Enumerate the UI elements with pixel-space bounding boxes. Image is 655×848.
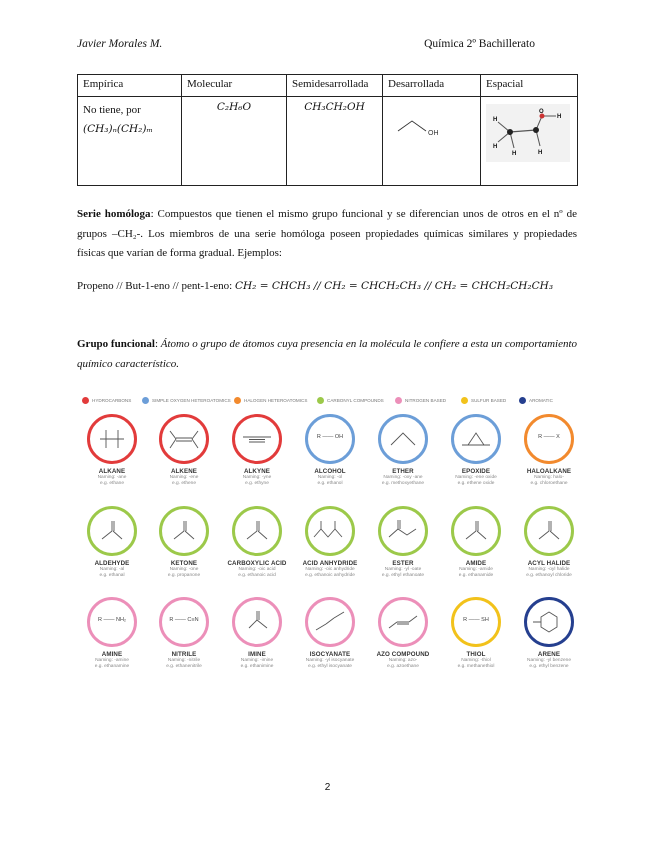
functional-group-example: e.g. chloroethane (530, 480, 568, 486)
functional-group-card (148, 414, 220, 486)
serie-homologa-text: : Compuestos que tienen el mismo grupo funcional y se diferencian unos de otros en el nº de grupos –CH₂-. Los miembros de una serie homóloga poseen propiedades químicas similares y propiedades físicas que varían de forma gradual. Ejemplos: (77, 208, 577, 259)
functional-group-card (513, 597, 585, 669)
functional-group-structure-icon (159, 597, 209, 647)
functional-group-name: ALKENE (170, 468, 198, 475)
functional-group-legend (82, 397, 572, 409)
functional-group-structure-icon (451, 597, 501, 647)
functional-group-card (148, 597, 220, 669)
legend-label: SULFUR BASED (471, 398, 507, 403)
functional-group-card (76, 414, 148, 486)
page-number: 2 (324, 782, 331, 793)
functional-groups-grid (76, 414, 578, 682)
functional-group-naming: Naming: -oic acid (238, 567, 276, 572)
functional-group-example: e.g. ethanimine (240, 663, 274, 669)
functional-group-structure-icon (524, 506, 574, 556)
functional-group-structure-icon (87, 597, 137, 647)
legend-dot (461, 397, 468, 404)
functional-group-card (367, 414, 439, 486)
functional-group-card (440, 506, 512, 578)
functional-group-example: e.g. ethanoic acid (238, 572, 276, 578)
functional-group-naming: Naming: -al (99, 567, 125, 572)
col-empirica: Empírica (78, 75, 182, 97)
functional-group-example: e.g. ethyl ethanoate (381, 572, 425, 578)
functional-group-card (367, 506, 439, 578)
legend-item (395, 397, 446, 404)
functional-group-card (76, 506, 148, 578)
functional-group-example: e.g. ethanamine (94, 663, 130, 669)
functional-group-name: ACID ANHYDRIDE (302, 560, 358, 567)
functional-group-structure-icon (305, 597, 355, 647)
functional-group-example: e.g. ethene oxide (457, 480, 495, 486)
functional-group-name: ACYL HALIDE (527, 560, 571, 567)
functional-group-name: HALOALKANE (526, 468, 572, 475)
functional-group-example: e.g. ethanoic anhydride (305, 572, 355, 578)
header-course: Química 2º Bachillerato (424, 38, 535, 50)
3d-model-ethanol (486, 104, 570, 162)
functional-group-structure-icon (232, 597, 282, 647)
functional-group-name: NITRILE (171, 651, 197, 658)
functional-group-example: e.g. ethanal (99, 572, 125, 578)
functional-group-structure-icon (378, 506, 428, 556)
functional-group-structure-icon (524, 597, 574, 647)
legend-dot (142, 397, 149, 404)
table-header-row (78, 75, 578, 97)
functional-group-card (440, 414, 512, 486)
functional-group-name: ALDEHYDE (94, 560, 130, 567)
functional-group-structure-icon (524, 414, 574, 464)
functional-group-example: e.g. ethanamide (458, 572, 494, 578)
structure-text: R —— C≡N (169, 617, 199, 623)
functional-group-naming: Naming: azo- (388, 658, 418, 663)
empirica-formula: (CH₃)ₙ(CH₂)ₘ (83, 123, 153, 135)
functional-group-naming: Naming: -yne (242, 475, 272, 480)
functional-group-name: KETONE (170, 560, 198, 567)
functional-group-example: e.g. ethanoyl chloride (526, 572, 572, 578)
serie-examples (77, 277, 577, 297)
legend-item (234, 397, 307, 404)
legend-dot (234, 397, 241, 404)
functional-group-structure-icon (159, 506, 209, 556)
functional-group-name: AZO COMPOUND (376, 651, 430, 658)
legend-label: NITROGEN BASED (405, 398, 447, 403)
legend-dot (82, 397, 89, 404)
legend-dot (395, 397, 402, 404)
functional-group-example: e.g. propanone (167, 572, 201, 578)
functional-group-naming: Naming: -ane (97, 475, 127, 480)
functional-group-naming: Naming: -amine (95, 658, 129, 663)
functional-group-card (294, 597, 366, 669)
functional-group-example: e.g. ethyl isocyanate (308, 663, 352, 669)
functional-group-name: EPOXIDE (461, 468, 491, 475)
legend-item (142, 397, 231, 404)
legend-dot (519, 397, 526, 404)
structure-text: R —— OH (316, 434, 344, 440)
functional-group-name: ALKANE (98, 468, 126, 475)
functional-group-structure-icon (87, 414, 137, 464)
functional-group-name: ISOCYANATE (309, 651, 351, 658)
functional-group-naming: Naming: -ene oxide (455, 475, 497, 480)
atom-h3: H (512, 151, 517, 157)
structure-text: R —— NH₂ (97, 617, 127, 623)
skeletal-formula-ethanol (396, 111, 466, 151)
atom-h2: H (493, 144, 498, 150)
functional-group-name: THIOL (466, 651, 486, 658)
functional-group-card (440, 597, 512, 669)
legend-label: SIMPLE OXYGEN HETEROATOMICS (152, 398, 231, 403)
serie-examples-formulas: CH₂ = CHCH₃ // CH₂ = CHCH₂CH₃ // CH₂ = CHCH₂CH₂CH₃ (234, 280, 554, 292)
cell-semidesarrollada (287, 97, 383, 186)
functional-group-naming: Naming: -yl -oate (384, 567, 422, 572)
functional-group-card (221, 597, 293, 669)
legend-label: HALOGEN HETEROATOMICS (244, 398, 308, 403)
structure-text: R —— X (538, 434, 560, 440)
col-semidesarrollada: Semidesarrollada (287, 75, 383, 97)
functional-group-naming: Naming: -oxy -ane (383, 475, 423, 480)
col-molecular: Molecular (182, 75, 287, 97)
functional-group-card (221, 414, 293, 486)
legend-item (82, 397, 131, 404)
functional-group-example: e.g. azoethane (387, 663, 419, 669)
functional-group-card (294, 414, 366, 486)
molecular-formula: C₂H₆O (216, 101, 252, 113)
structure-text: R —— SH (463, 617, 489, 623)
functional-group-naming: Naming: -nitrile (167, 658, 201, 663)
functional-group-naming: Naming: -amide (459, 567, 493, 572)
table-row (78, 97, 578, 186)
functional-group-card (513, 506, 585, 578)
functional-group-structure-icon (159, 414, 209, 464)
functional-group-naming: Naming: -oic anhydride (305, 567, 355, 572)
legend-label: CARBONYL COMPOUNDS (327, 398, 384, 403)
functional-group-naming: Naming: -yl benzene (527, 658, 571, 663)
functional-group-naming: Naming: -yl isocyanate (305, 658, 355, 663)
functional-group-example: e.g. ethene (171, 480, 196, 486)
col-espacial: Espacial (481, 75, 578, 97)
legend-item (317, 397, 384, 404)
cell-empirica (78, 97, 182, 186)
functional-group-naming: Naming: -one (169, 567, 199, 572)
atom-h5: H (557, 114, 562, 120)
functional-group-structure-icon (378, 414, 428, 464)
semidesarrollada-formula: CH₃CH₂OH (304, 101, 365, 113)
cell-molecular (182, 97, 287, 186)
functional-group-structure-icon (232, 506, 282, 556)
functional-group-naming: Naming: halo- (534, 475, 564, 480)
functional-group-example: e.g. ethanenitrile (166, 663, 202, 669)
functional-group-example: e.g. methoxyethane (381, 480, 425, 486)
functional-group-card (221, 506, 293, 578)
functional-group-structure-icon (232, 414, 282, 464)
functional-group-example: e.g. ethane (99, 480, 124, 486)
grupo-funcional-text: Átomo o grupo de átomos cuya presencia en la molécula le confiere a esta un comportamiento químico característico. (77, 338, 578, 370)
skeletal-oh-label: OH (428, 130, 439, 137)
cell-desarrollada (383, 97, 481, 186)
functional-group-name: AMINE (101, 651, 123, 658)
legend-label: HYDROCARBONS (92, 398, 132, 403)
serie-examples-names: Propeno // But-1-eno // pent-1-eno: (77, 280, 235, 292)
functional-group-example: e.g. ethyne (245, 480, 269, 486)
functional-group-name: ARENE (537, 651, 561, 658)
atom-o: O (539, 109, 544, 115)
functional-group-example: e.g. ethyl benzene (529, 663, 569, 669)
legend-label: AROMATIC (529, 398, 553, 403)
legend-item (461, 397, 506, 404)
functional-group-structure-icon (451, 506, 501, 556)
legend-item (519, 397, 553, 404)
header-author: Javier Morales M. (77, 38, 163, 50)
col-desarrollada: Desarrollada (383, 75, 481, 97)
functional-group-name: ETHER (392, 468, 414, 475)
functional-group-structure-icon (305, 506, 355, 556)
functional-group-card (76, 597, 148, 669)
functional-group-name: ESTER (392, 560, 414, 567)
functional-group-card (513, 414, 585, 486)
empirica-text: No tiene, por (83, 104, 141, 116)
grupo-funcional-term: Grupo funcional (77, 338, 155, 350)
atom-h4: H (538, 150, 543, 156)
functional-group-example: e.g. ethanol (317, 480, 343, 486)
grupo-funcional-paragraph: Grupo funcional: Átomo o grupo de átomos cuya presencia en la molécula le confiere a esta un comportamiento químico característico. (77, 338, 578, 370)
functional-group-name: AMIDE (465, 560, 487, 567)
functional-group-structure-icon (87, 506, 137, 556)
formula-types-table (77, 74, 578, 186)
functional-group-card (294, 506, 366, 578)
functional-group-naming: Naming: -thiol (461, 658, 491, 663)
functional-group-example: e.g. methanethiol (457, 663, 495, 669)
functional-group-name: ALKYNE (243, 468, 271, 475)
functional-group-name: CARBOXYLIC ACID (227, 560, 287, 567)
functional-group-name: ALCOHOL (314, 468, 346, 475)
legend-dot (317, 397, 324, 404)
serie-homologa-paragraph (77, 205, 577, 264)
functional-group-structure-icon (305, 414, 355, 464)
functional-group-naming: Naming: -ene (169, 475, 199, 480)
functional-group-naming: Naming: -imine (240, 658, 274, 663)
functional-group-name: IMINE (248, 651, 266, 658)
cell-espacial (481, 97, 578, 186)
serie-homologa-term: Serie homóloga (77, 208, 151, 220)
functional-group-naming: Naming: -ol (317, 475, 343, 480)
functional-group-naming: Naming: -oyl halide (528, 567, 570, 572)
functional-group-structure-icon (451, 414, 501, 464)
atom-h1: H (493, 117, 498, 123)
functional-group-structure-icon (378, 597, 428, 647)
functional-group-card (148, 506, 220, 578)
functional-group-card (367, 597, 439, 669)
